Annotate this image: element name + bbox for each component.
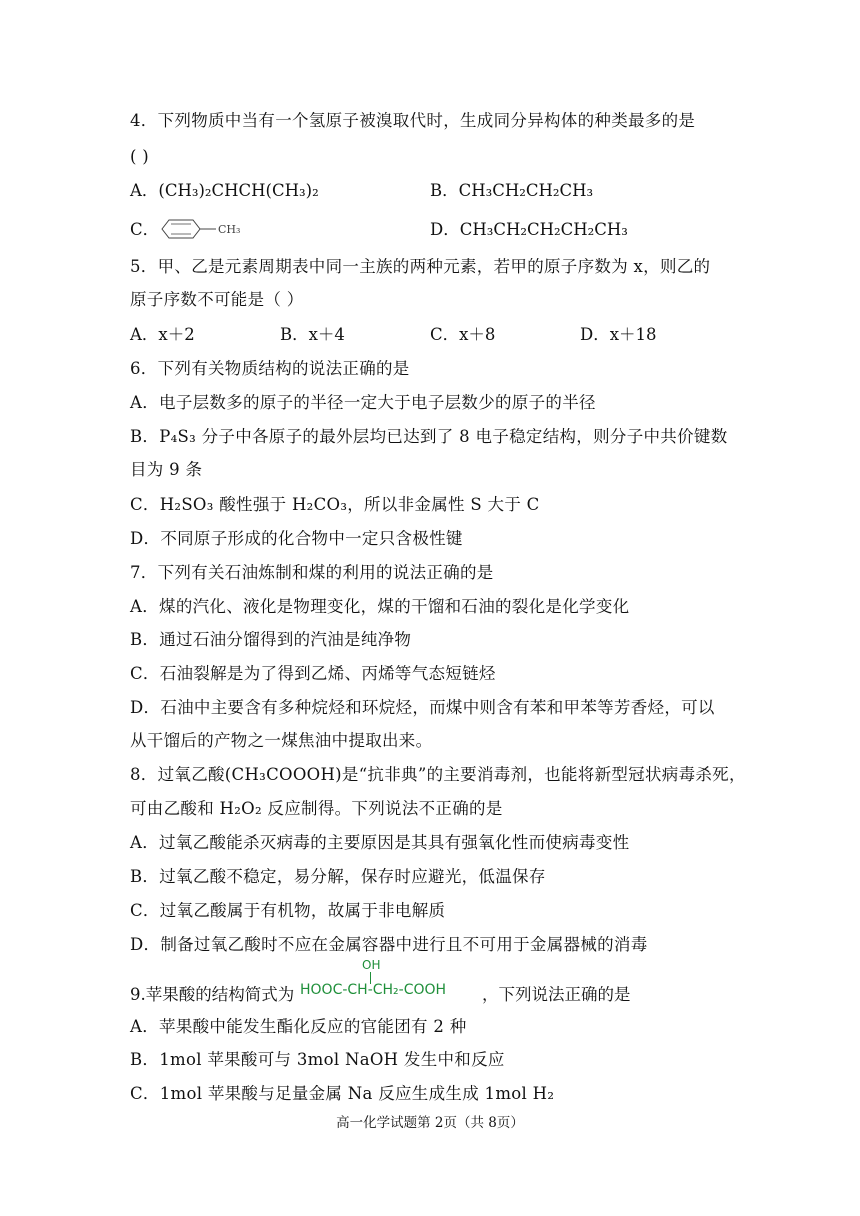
q7-option-b: B．通过石油分馏得到的汽油是纯净物: [130, 630, 412, 649]
q7-option-c: C．石油裂解是为了得到乙烯、丙烯等气态短链烃: [130, 664, 496, 683]
q6-option-b-line2: 目为 9 条: [130, 460, 203, 479]
q9-option-c: C．1mol 苹果酸与足量金属 Na 反应生成生成 1mol H₂: [130, 1084, 555, 1103]
q5-stem-line1: 5．甲、乙是元素周期表中同一主族的两种元素，若甲的原子序数为 x，则乙的: [130, 257, 711, 276]
malic-acid-structure: [300, 958, 480, 1002]
q4-option-a: A．(CH₃)₂CHCH(CH₃)₂: [130, 181, 319, 200]
malic-acid-oh-group: OH: [362, 958, 381, 972]
malic-acid-chain: HOOC-CH-CH₂-COOH: [300, 982, 447, 998]
q8-option-b: B．过氧乙酸不稳定，易分解，保存时应避光，低温保存: [130, 867, 546, 886]
q5-option-d: D．x＋18: [580, 325, 657, 344]
q5-option-a: A．x＋2: [130, 325, 195, 344]
q4-answer-paren: ( ): [130, 147, 150, 166]
q5-option-c: C．x＋8: [430, 325, 496, 344]
q6-stem: 6．下列有关物质结构的说法正确的是: [130, 359, 410, 378]
q7-option-a: A．煤的汽化、液化是物理变化，煤的干馏和石油的裂化是化学变化: [130, 597, 630, 616]
q4-option-c-ch3: CH₃: [218, 223, 241, 236]
q6-option-c: C．H₂SO₃ 酸性强于 H₂CO₃，所以非金属性 S 大于 C: [130, 495, 540, 514]
q5-stem-line2: 原子序数不可能是（ ）: [130, 290, 304, 309]
q8-option-c: C．过氧乙酸属于有机物，故属于非电解质: [130, 901, 446, 920]
q6-option-d: D．不同原子形成的化合物中一定只含极性键: [130, 529, 463, 548]
q4-stem: 4．下列物质中当有一个氢原子被溴取代时，生成同分异构体的种类最多的是: [130, 111, 696, 130]
q6-option-a: A．电子层数多的原子的半径一定大于电子层数少的原子的半径: [130, 393, 596, 412]
q7-option-d-line1: D．石油中主要含有多种烷烃和环烷烃，而煤中则含有苯和甲苯等芳香烃，可以: [130, 698, 715, 717]
q7-stem: 7．下列有关石油炼制和煤的利用的说法正确的是: [130, 563, 494, 582]
q9-stem-suffix: ，下列说法正确的是: [482, 985, 631, 1004]
q7-option-d-line2: 从干馏后的产物之一煤焦油中提取出来。: [130, 731, 433, 750]
q6-option-b-line1: B．P₄S₃ 分子中各原子的最外层均已达到了 8 电子稳定结构，则分子中共价键数: [130, 427, 728, 446]
toluene-structure-icon: [158, 218, 250, 240]
q4-option-c-label: C．: [130, 220, 160, 239]
q9-stem-prefix: 9.苹果酸的结构简式为: [130, 985, 295, 1004]
q8-stem-line2: 可由乙酸和 H₂O₂ 反应制得。下列说法不正确的是: [130, 799, 503, 818]
q5-option-b: B．x＋4: [280, 325, 345, 344]
q9-option-b: B．1mol 苹果酸可与 3mol NaOH 发生中和反应: [130, 1050, 505, 1069]
q8-stem-line1: 8．过氧乙酸(CH₃COOOH)是“抗非典”的主要消毒剂，也能将新型冠状病毒杀死，: [130, 765, 746, 784]
q4-option-b: B．CH₃CH₂CH₂CH₃: [430, 181, 594, 200]
page-footer: 高一化学试题第 2页（共 8页）: [336, 1115, 524, 1131]
q8-option-d: D．制备过氧乙酸时不应在金属容器中进行且不可用于金属器械的消毒: [130, 935, 648, 954]
q9-option-a: A．苹果酸中能发生酯化反应的官能团有 2 种: [130, 1017, 467, 1036]
q8-option-a: A．过氧乙酸能杀灭病毒的主要原因是其具有强氧化性而使病毒变性: [130, 833, 630, 852]
q4-option-d: D．CH₃CH₂CH₂CH₂CH₃: [430, 220, 628, 239]
